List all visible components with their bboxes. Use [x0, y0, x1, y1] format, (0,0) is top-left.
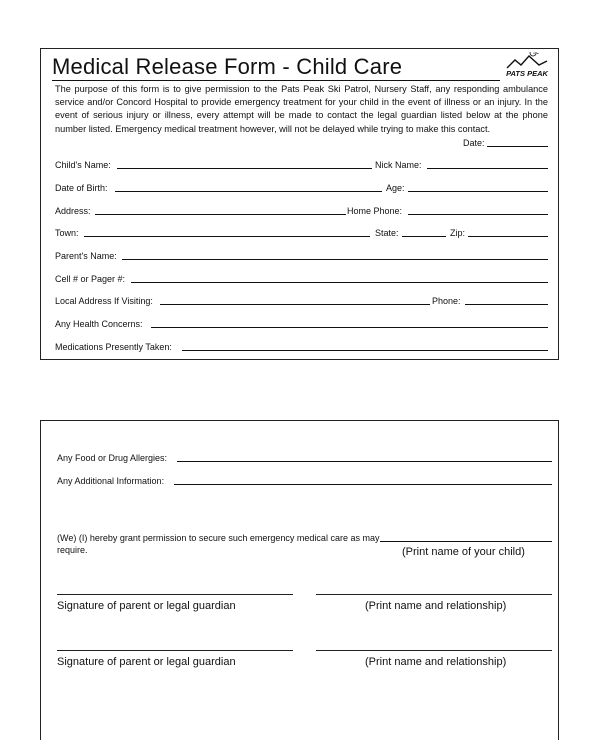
cell-pager-field[interactable] — [131, 282, 548, 283]
address-label: Address: — [55, 206, 91, 216]
health-concerns-field[interactable] — [151, 327, 548, 328]
additional-info-label: Any Additional Information: — [57, 476, 165, 486]
intro-paragraph: The purpose of this form is to give permission to the Pats Peak Ski Patrol, Nursery Staff, any responding ambulance service and/or Concord Hospital to provide emergency treatment for your child in the event of illness or an injury. In the event of serious injury or illness, every attempt will be made to contact the legal guardian listed below at the phone number listed. Emergency medical treatment however, will not be delayed while trying to make this contact. — [55, 84, 548, 134]
parents-name-label: Parent's Name: — [55, 251, 117, 261]
age-label: Age: — [386, 183, 405, 193]
zip-label: Zip: — [450, 228, 466, 238]
signature-1-field[interactable] — [57, 594, 293, 595]
state-label: State: — [375, 228, 399, 238]
additional-info-field[interactable] — [174, 484, 552, 485]
home-phone-label: Home Phone: — [347, 206, 403, 216]
form-box-bottom — [40, 420, 559, 740]
phone-label: Phone: — [432, 296, 461, 306]
signature-2-field[interactable] — [57, 650, 293, 651]
local-address-label: Local Address If Visiting: — [55, 296, 153, 306]
address-field[interactable] — [95, 214, 346, 215]
print-child-name-label: (Print name of your child) — [402, 546, 525, 558]
medications-label: Medications Presently Taken: — [55, 342, 172, 352]
relationship-2-label: (Print name and relationship) — [365, 656, 507, 668]
childs-name-label: Child's Name: — [55, 160, 111, 170]
title-underline — [52, 80, 500, 81]
town-field[interactable] — [84, 236, 370, 237]
age-field[interactable] — [408, 191, 548, 192]
zip-field[interactable] — [468, 236, 548, 237]
home-phone-field[interactable] — [408, 214, 548, 215]
child-name-field[interactable] — [380, 541, 552, 542]
date-field[interactable] — [487, 146, 548, 147]
logo-text: PATS PEAK — [506, 69, 548, 78]
date-of-birth-label: Date of Birth: — [55, 183, 108, 193]
allergies-label: Any Food or Drug Allergies: — [57, 453, 168, 463]
childs-name-field[interactable] — [117, 168, 372, 169]
state-field[interactable] — [402, 236, 446, 237]
nick-name-label: Nick Name: — [375, 160, 422, 170]
signature-2-label: Signature of parent or legal guardian — [57, 656, 236, 668]
nick-name-field[interactable] — [427, 168, 548, 169]
town-label: Town: — [55, 228, 79, 238]
relationship-1-label: (Print name and relationship) — [365, 600, 507, 612]
parents-name-field[interactable] — [122, 259, 548, 260]
phone-field[interactable] — [465, 304, 548, 305]
relationship-1-field[interactable] — [316, 594, 552, 595]
signature-1-label: Signature of parent or legal guardian — [57, 600, 236, 612]
medications-field[interactable] — [182, 350, 548, 351]
date-label: Date: — [463, 138, 485, 148]
allergies-field[interactable] — [177, 461, 552, 462]
date-of-birth-field[interactable] — [115, 191, 382, 192]
health-concerns-label: Any Health Concerns: — [55, 319, 143, 329]
relationship-2-field[interactable] — [316, 650, 552, 651]
grant-permission-text: (We) (I) hereby grant permission to secure such emergency medical care as may require. — [57, 533, 380, 555]
form-title: Medical Release Form - Child Care — [52, 54, 403, 79]
cell-pager-label: Cell # or Pager #: — [55, 274, 126, 284]
local-address-field[interactable] — [160, 304, 430, 305]
